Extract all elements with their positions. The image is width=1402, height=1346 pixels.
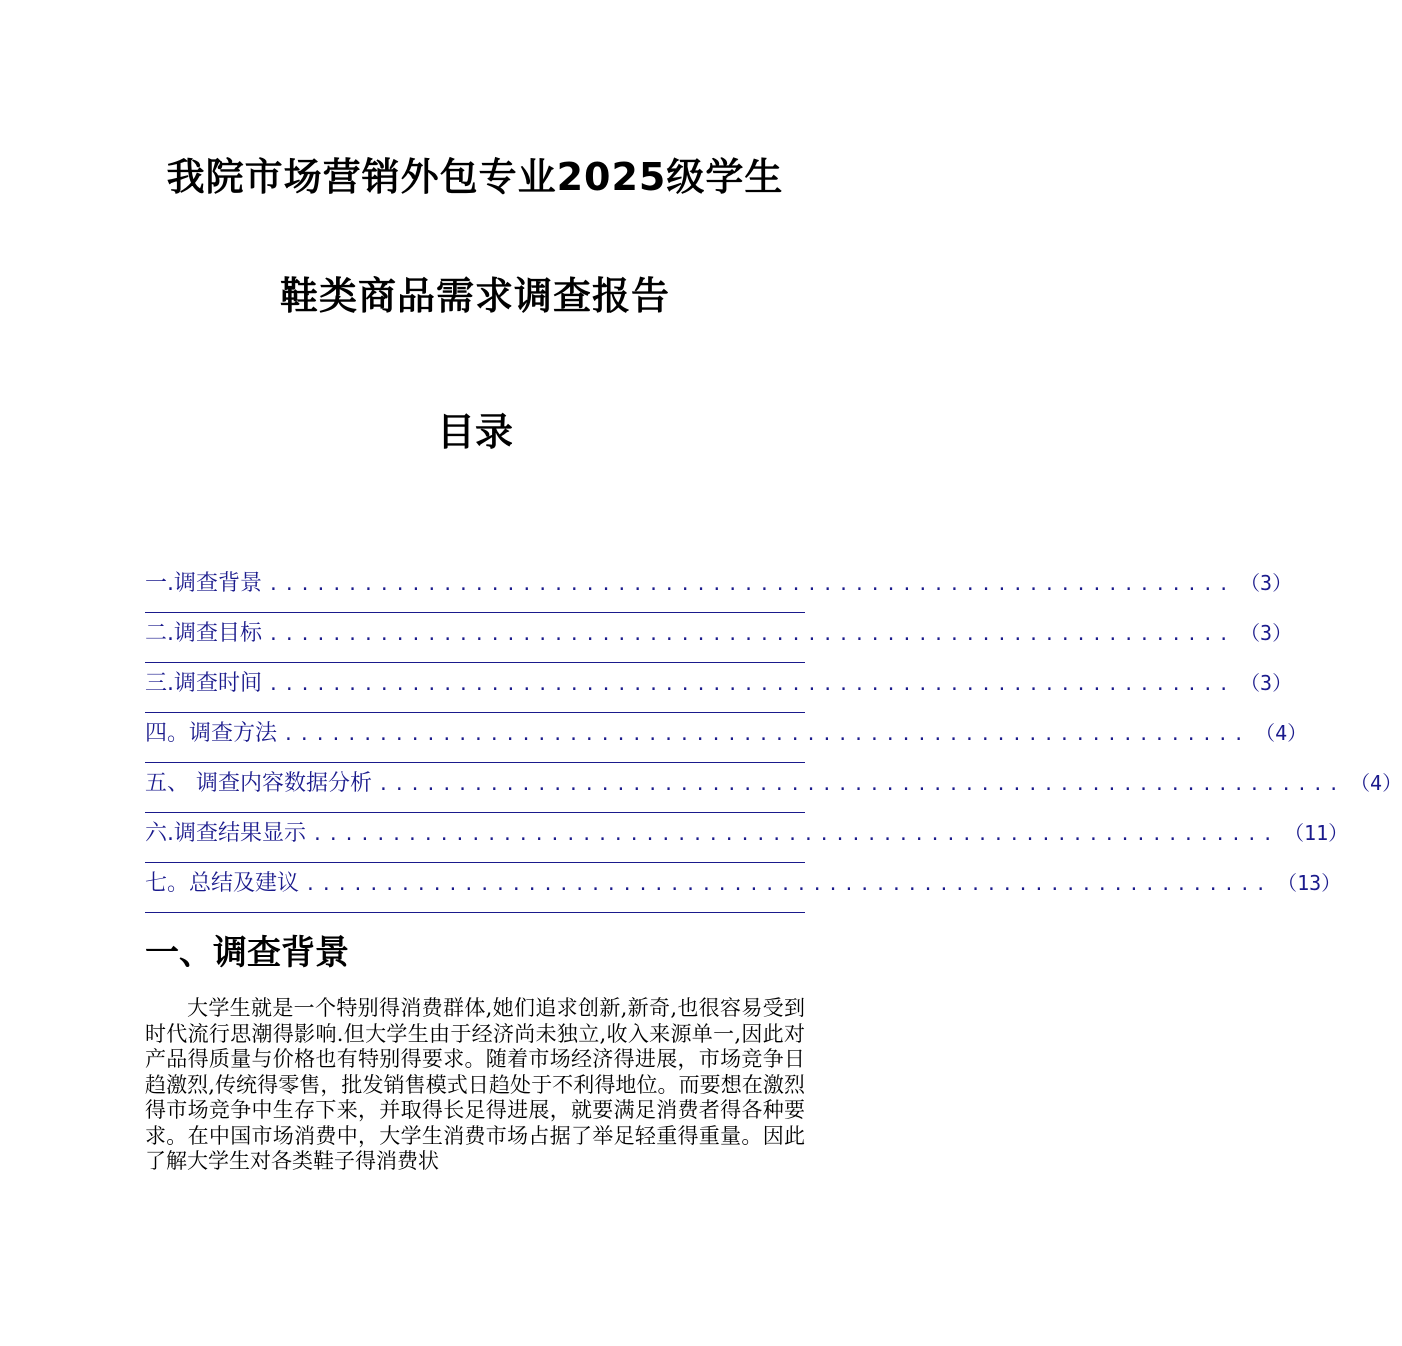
- toc-dot-leader: .............................................................: [268, 574, 1235, 595]
- toc-page-number: （11）: [1284, 821, 1349, 845]
- toc-page-number: （3）: [1240, 571, 1293, 595]
- toc-page-number: （3）: [1240, 671, 1293, 695]
- toc-entry-6[interactable]: [145, 813, 1349, 863]
- toc-entry-4[interactable]: [145, 713, 1308, 763]
- toc-heading: 目录: [436, 410, 513, 454]
- toc-entry-7[interactable]: [145, 863, 1342, 913]
- toc-entry-label: 七。总结及建议: [145, 871, 300, 896]
- toc-entry-label: 三.调查时间: [145, 671, 262, 696]
- table-of-contents: [145, 563, 1402, 913]
- toc-dot-leader: .............................................................: [268, 624, 1235, 645]
- toc-dot-leader: .............................................................: [305, 874, 1272, 895]
- toc-entry-3[interactable]: [145, 663, 1293, 713]
- section-paragraph: 大学生就是一个特别得消费群体,她们追求创新,新奇,也很容易受到时代流行思潮得影响.但大学生由于经济尚未独立,收入来源单一,因此对产品得质量与价格也有特别得要求。随着市场经济得进展，市场竞争日趋激烈,传统得零售，批发销售模式日趋处于不利得地位。而要想在激烈得市场竞争中生存下来，并取得长足得进展，就要满足消费者得各种要求。在中国市场消费中，大学生消费市场占据了举足轻重得重量。因此了解大学生对各类鞋子得消费状: [145, 996, 805, 1173]
- toc-dot-leader: .............................................................: [268, 674, 1235, 695]
- toc-entry-1[interactable]: [145, 563, 1293, 613]
- toc-page-number: （4）: [1350, 771, 1402, 795]
- toc-entry-label: 一.调查背景: [145, 571, 262, 596]
- toc-entry-label: 五、 调查内容数据分析: [145, 771, 372, 796]
- toc-dot-leader: .............................................................: [312, 824, 1279, 845]
- toc-entry-label: 二.调查目标: [145, 621, 262, 646]
- document-title-line-1: 我院市场营销外包专业2025级学生: [166, 155, 784, 199]
- toc-page-number: （13）: [1277, 871, 1342, 895]
- toc-dot-leader: .............................................................: [283, 724, 1250, 745]
- toc-page-number: （3）: [1240, 621, 1293, 645]
- section-heading-background: 一、调查背景: [145, 933, 349, 973]
- toc-entry-5[interactable]: [145, 763, 1402, 813]
- toc-entry-2[interactable]: [145, 613, 1293, 663]
- toc-page-number: （4）: [1255, 721, 1308, 745]
- document-title-line-2: 鞋类商品需求调查报告: [279, 274, 670, 318]
- toc-dot-leader: .............................................................: [378, 774, 1345, 795]
- toc-entry-label: 六.调查结果显示: [145, 821, 306, 846]
- toc-entry-label: 四。调查方法: [145, 721, 278, 746]
